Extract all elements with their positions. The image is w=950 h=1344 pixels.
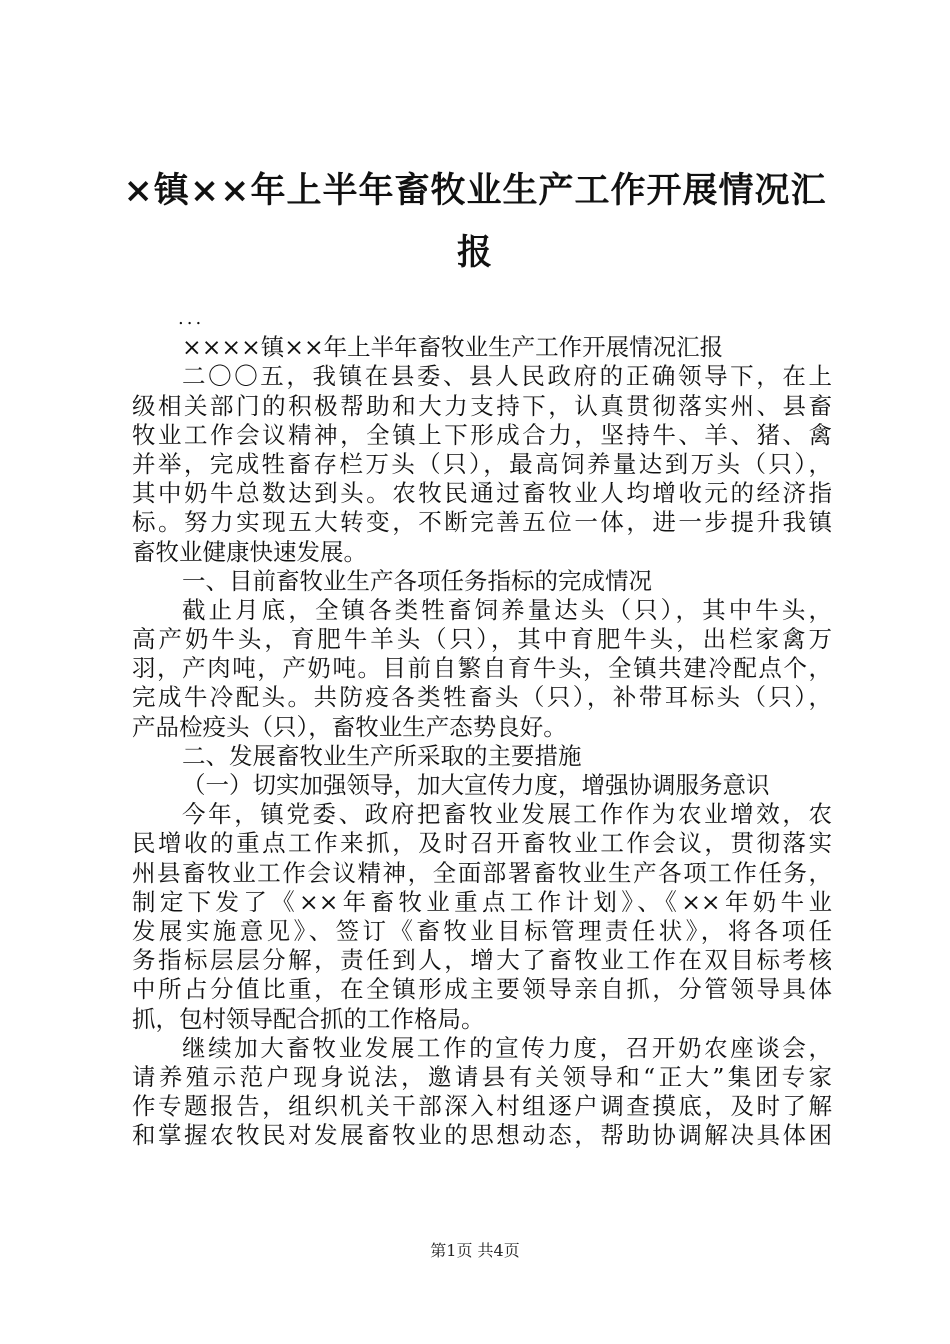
text-line: 畜牧业健康快速发展。 xyxy=(132,537,367,566)
text-line: 州县畜牧业工作会议精神，全面部署畜牧业生产各项工作任务， xyxy=(132,858,832,887)
text-line: 羽，产肉吨，产奶吨。目前自繁自育牛头，全镇共建冷配点个， xyxy=(132,654,832,683)
text-line: 中所占分值比重，在全镇形成主要领导亲自抓，分管领导具体 xyxy=(132,975,832,1004)
text-line: 一、目前畜牧业生产各项任务指标的完成情况 xyxy=(182,566,652,595)
text-line: 今年，镇党委、政府把畜牧业发展工作作为农业增效，农 xyxy=(182,800,832,829)
text-line: ××××镇××年上半年畜牧业生产工作开展情况汇报 xyxy=(182,333,724,362)
text-line: 制定下发了《××年畜牧业重点工作计划》、《××年奶牛业 xyxy=(132,887,832,916)
page-footer: 第1页 共4页 xyxy=(430,1241,520,1260)
text-line: （一）切实加强领导，加大宣传力度，增强协调服务意识 xyxy=(182,771,770,799)
text-line: 级相关部门的积极帮助和大力支持下，认真贯彻落实州、县畜 xyxy=(132,391,832,420)
text-line: 高产奶牛头，育肥牛羊头（只），其中育肥牛头，出栏家禽万 xyxy=(132,625,832,654)
text-line: 其中奶牛总数达到头。农牧民通过畜牧业人均增收元的经济指 xyxy=(132,479,832,508)
text-line: 完成牛冷配头。共防疫各类牲畜头（只），补带耳标头（只）， xyxy=(132,683,832,712)
text-line: 发展实施意见》、签订《畜牧业目标管理责任状》，将各项任 xyxy=(132,916,832,945)
document-title: ×镇××年上半年畜牧业生产工作开展情况汇报 xyxy=(123,170,827,273)
text-line: 民增收的重点工作来抓，及时召开畜牧业工作会议，贯彻落实 xyxy=(132,829,832,858)
text-line: 和掌握农牧民对发展畜牧业的思想动态，帮助协调解决具体困 xyxy=(132,1121,832,1150)
text-line: 标。努力实现五大转变，不断完善五位一体，进一步提升我镇 xyxy=(132,508,832,537)
text-line: ... xyxy=(178,308,205,329)
text-line: 产品检疫头（只），畜牧业生产态势良好。 xyxy=(132,712,567,741)
text-line: 截止月底，全镇各类牲畜饲养量达头（只），其中牛头， xyxy=(182,595,832,624)
text-line: 二、发展畜牧业生产所采取的主要措施 xyxy=(182,741,582,770)
document-body xyxy=(132,304,832,1150)
text-line: 务指标层层分解，责任到人，增大了畜牧业工作在双目标考核 xyxy=(132,946,832,975)
text-line: 抓，包村领导配合抓的工作格局。 xyxy=(132,1004,485,1033)
text-line: 作专题报告，组织机关干部深入村组逐户调查摸底，及时了解 xyxy=(132,1092,832,1121)
text-line: 请养殖示范户现身说法，邀请县有关领导和“正大”集团专家 xyxy=(132,1062,832,1091)
text-line: 牧业工作会议精神，全镇上下形成合力，坚持牛、羊、猪、禽 xyxy=(132,420,832,449)
text-line: 继续加大畜牧业发展工作的宣传力度，召开奶农座谈会， xyxy=(182,1033,832,1062)
text-line: 并举，完成牲畜存栏万头（只），最高饲养量达到万头（只）， xyxy=(132,449,832,478)
text-line: 二〇〇五，我镇在县委、县人民政府的正确领导下，在上 xyxy=(182,362,832,391)
